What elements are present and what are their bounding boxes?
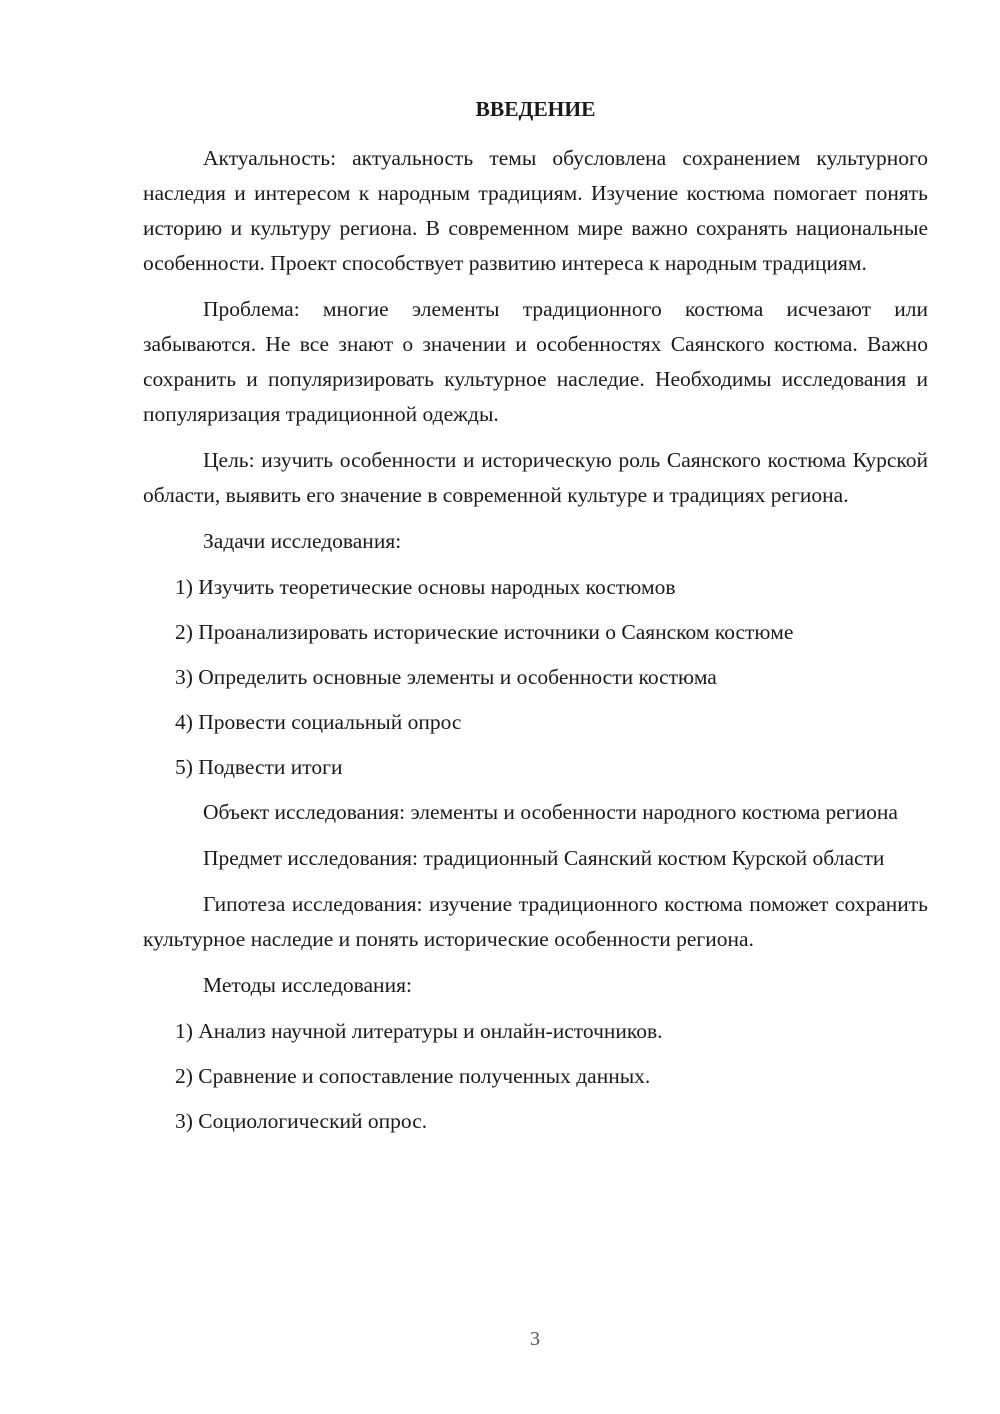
list-item: 3) Социологический опрос. xyxy=(175,1109,428,1133)
subject-paragraph: Предмет исследования: традиционный Саянский костюм Курской области xyxy=(203,846,885,870)
list-item: 1) Анализ научной литературы и онлайн-источников. xyxy=(175,1019,663,1043)
problem-paragraph: Проблема: многие элементы традиционного костюма исчезают или забываются. Не все знают о значении и особенностях Саянского костюма. Важно сохранить и популяризировать культурное наследие. Необходимы исследования и популяризация традиционной одежды. xyxy=(143,297,928,426)
methods-list xyxy=(143,1014,928,1139)
list-item: 1) Изучить теоретические основы народных костюмов xyxy=(175,575,676,599)
list-item: 3) Определить основные элементы и особенности костюма xyxy=(175,665,717,689)
tasks-heading: Задачи исследования: xyxy=(203,529,402,553)
relevance-paragraph: Актуальность: актуальность темы обусловлена сохранением культурного наследия и интересом к народным традициям. Изучение костюма помогает понять историю и культуру региона. В современном мире важно сохранять национальные особенности. Проект способствует развитию интереса к народным традициям. xyxy=(143,146,928,275)
page-number: 3 xyxy=(530,1328,540,1350)
methods-heading: Методы исследования: xyxy=(203,973,412,997)
hypothesis-paragraph: Гипотеза исследования: изучение традиционного костюма поможет сохранить культурное наследие и понять исторические особенности региона. xyxy=(143,892,928,951)
list-item: 5) Подвести итоги xyxy=(175,755,343,779)
list-item: 4) Провести социальный опрос xyxy=(175,710,462,734)
goal-paragraph: Цель: изучить особенности и историческую роль Саянского костюма Курской области, выявить его значение в современной культуре и традициях региона. xyxy=(143,448,928,507)
object-paragraph: Объект исследования: элементы и особенности народного костюма региона xyxy=(203,800,898,824)
list-item: 2) Сравнение и сопоставление полученных данных. xyxy=(175,1064,651,1088)
section-title: ВВЕДЕНИЕ xyxy=(475,97,596,121)
document-page xyxy=(143,92,928,1149)
list-item: 2) Проанализировать исторические источники о Саянском костюме xyxy=(175,620,794,644)
tasks-list xyxy=(143,570,928,785)
